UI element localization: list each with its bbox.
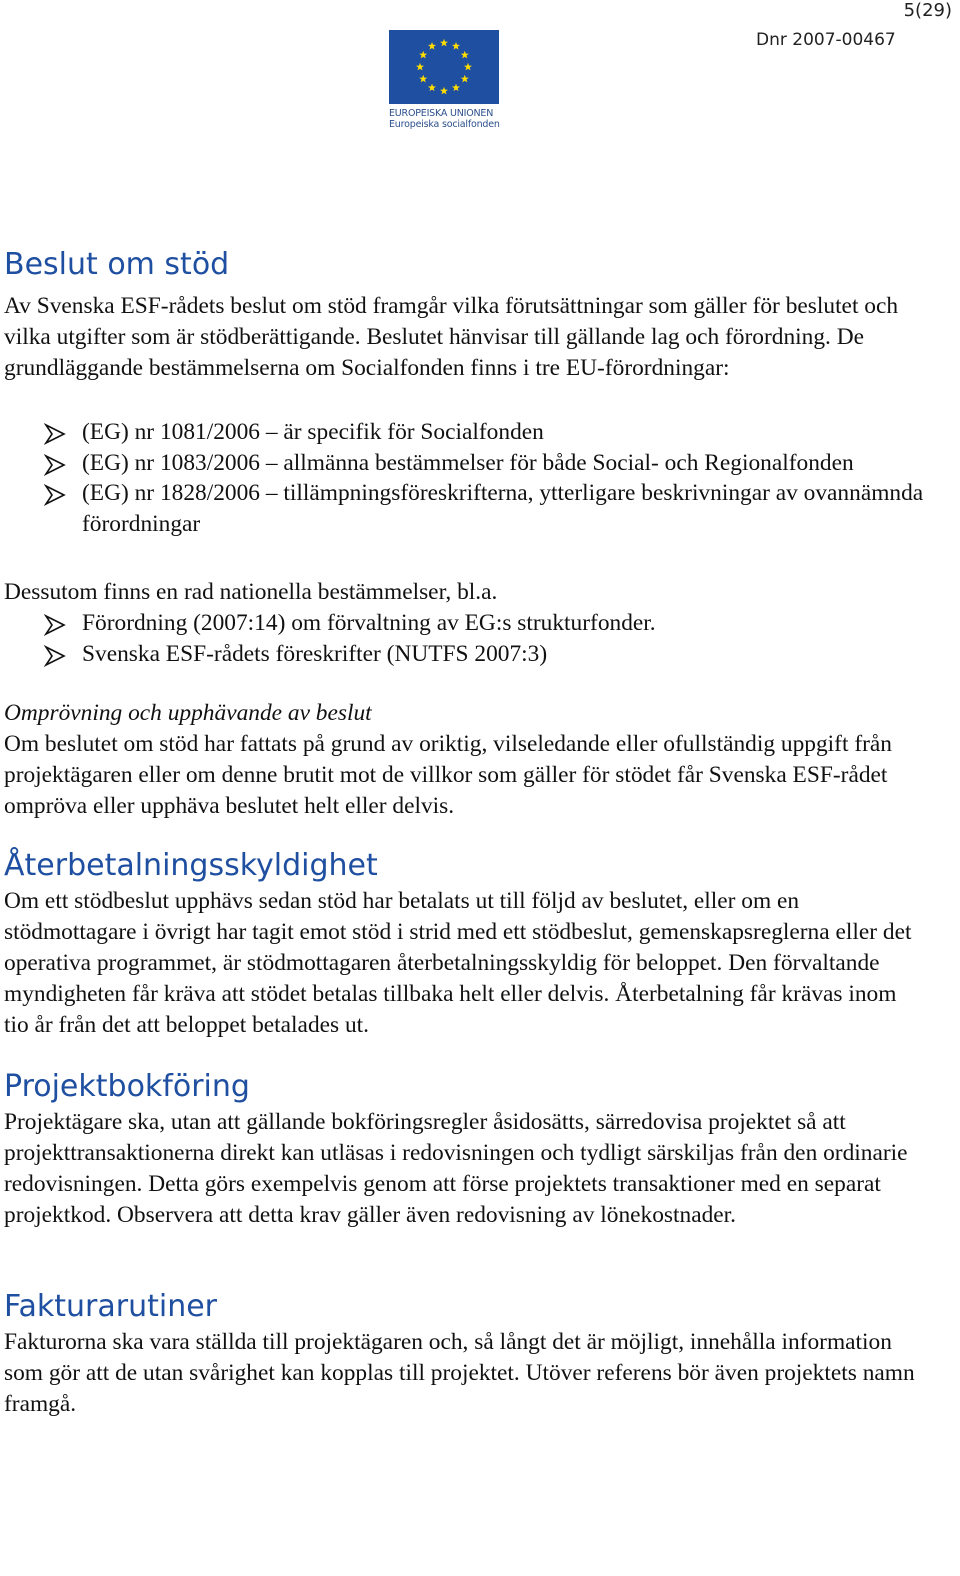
- eu-star-icon: [440, 87, 448, 95]
- eu-star-icon: [452, 42, 460, 50]
- list-item: [4, 478, 924, 539]
- beslut-intro: Av Svenska ESF-rådets beslut om stöd framgår vilka förutsättningar som gäller för beslutet och vilka utgifter som är stödberättigande. Beslutet hänvisar till gällande lag och förordning. De grundläggande bestämmelserna om Socialfonden finns i tre EU-förordningar:: [4, 293, 899, 381]
- list-item: [4, 639, 924, 670]
- logo-line-1: EUROPEISKA UNIONEN: [389, 108, 494, 119]
- review-text: Om beslutet om stöd har fattats på grund av oriktig, vilseledande eller ofullständig uppgift från projektägaren eller om denne brutit mot de villkor som gäller för stödet får Svenska ESF-rådet ompröva eller upphäva beslutet helt eller delvis.: [4, 731, 892, 819]
- regulation-text: (EG) nr 1828/2006 – tillämpningsföreskrifterna, ytterligare beskrivningar av ovannämnda förordningar: [82, 480, 924, 537]
- national-list: [4, 608, 924, 669]
- heading-beslut: Beslut om stöd: [4, 247, 230, 282]
- subheading-omprovning: Omprövning och upphävande av beslut: [4, 700, 372, 726]
- arrow-bullet-icon: [44, 484, 66, 506]
- eu-star-icon: [440, 39, 448, 47]
- aterbetalning-text: Om ett stödbeslut upphävs sedan stöd har betalats ut till följd av beslutet, eller om en stödmottagare i övrigt har tagit emot stöd i strid med ett stödbeslut, gemenskapsreglerna eller det operativa programmet, är stödmottagaren återbetalningsskyldig för beloppet. Den förvaltande myndigheten får kräva att stödet betalas tillbaka helt eller delvis. Återbetalning får krävas inom tio år från det att beloppet betalades ut.: [4, 888, 912, 1038]
- arrow-bullet-icon: [44, 645, 66, 667]
- eu-star-icon: [416, 63, 424, 71]
- heading-faktura: Fakturarutiner: [4, 1289, 218, 1324]
- bokforing-text: Projektägare ska, utan att gällande bokföringsregler åsidosätts, särredovisa projektet så att projekttransaktionerna direkt kan utläsas i redovisningen och tydligt särskiljas från den ordinarie redovisningen. Detta görs exempelvis genom att förse projektets transaktioner med en separat projektkod. Observera att detta krav gäller även redovisning av lönekostnader.: [4, 1109, 908, 1228]
- eu-star-icon: [452, 84, 460, 92]
- page-number: 5(29): [903, 0, 952, 21]
- eu-star-icon: [428, 84, 436, 92]
- document-reference: Dnr 2007-00467: [756, 30, 896, 50]
- logo-line-2: Europeiska socialfonden: [389, 119, 500, 130]
- regulation-text: (EG) nr 1081/2006 – är specifik för Socialfonden: [82, 419, 544, 445]
- eu-star-icon: [428, 42, 436, 50]
- eu-star-icon: [461, 51, 469, 59]
- list-item: [4, 448, 924, 479]
- list-item: [4, 608, 924, 639]
- eu-star-icon: [419, 51, 427, 59]
- regulation-list: [4, 417, 924, 539]
- eu-logo: [389, 30, 501, 130]
- eu-star-icon: [464, 63, 472, 71]
- heading-aterbetalning: Återbetalningsskyldighet: [4, 848, 378, 883]
- eu-star-icon: [419, 75, 427, 83]
- arrow-bullet-icon: [44, 614, 66, 636]
- faktura-text: Fakturorna ska vara ställda till projektägaren och, så långt det är möjligt, innehålla information som gör att de utan svårighet kan kopplas till projektet. Utöver referens bör även projektets namn framgå.: [4, 1329, 915, 1417]
- national-text: Svenska ESF-rådets föreskrifter (NUTFS 2007:3): [82, 640, 548, 667]
- arrow-bullet-icon: [44, 423, 66, 445]
- heading-bokforing: Projektbokföring: [4, 1069, 250, 1104]
- eu-flag-icon: [389, 30, 499, 104]
- national-intro: Dessutom finns en rad nationella bestämmelser, bl.a.: [4, 579, 498, 605]
- main-content: [4, 245, 924, 1420]
- national-text: Förordning (2007:14) om förvaltning av EG:s strukturfonder.: [82, 610, 656, 636]
- eu-star-icon: [461, 75, 469, 83]
- arrow-bullet-icon: [44, 454, 66, 476]
- list-item: [4, 417, 924, 448]
- regulation-text: (EG) nr 1083/2006 – allmänna bestämmelser för både Social- och Regionalfonden: [82, 449, 854, 476]
